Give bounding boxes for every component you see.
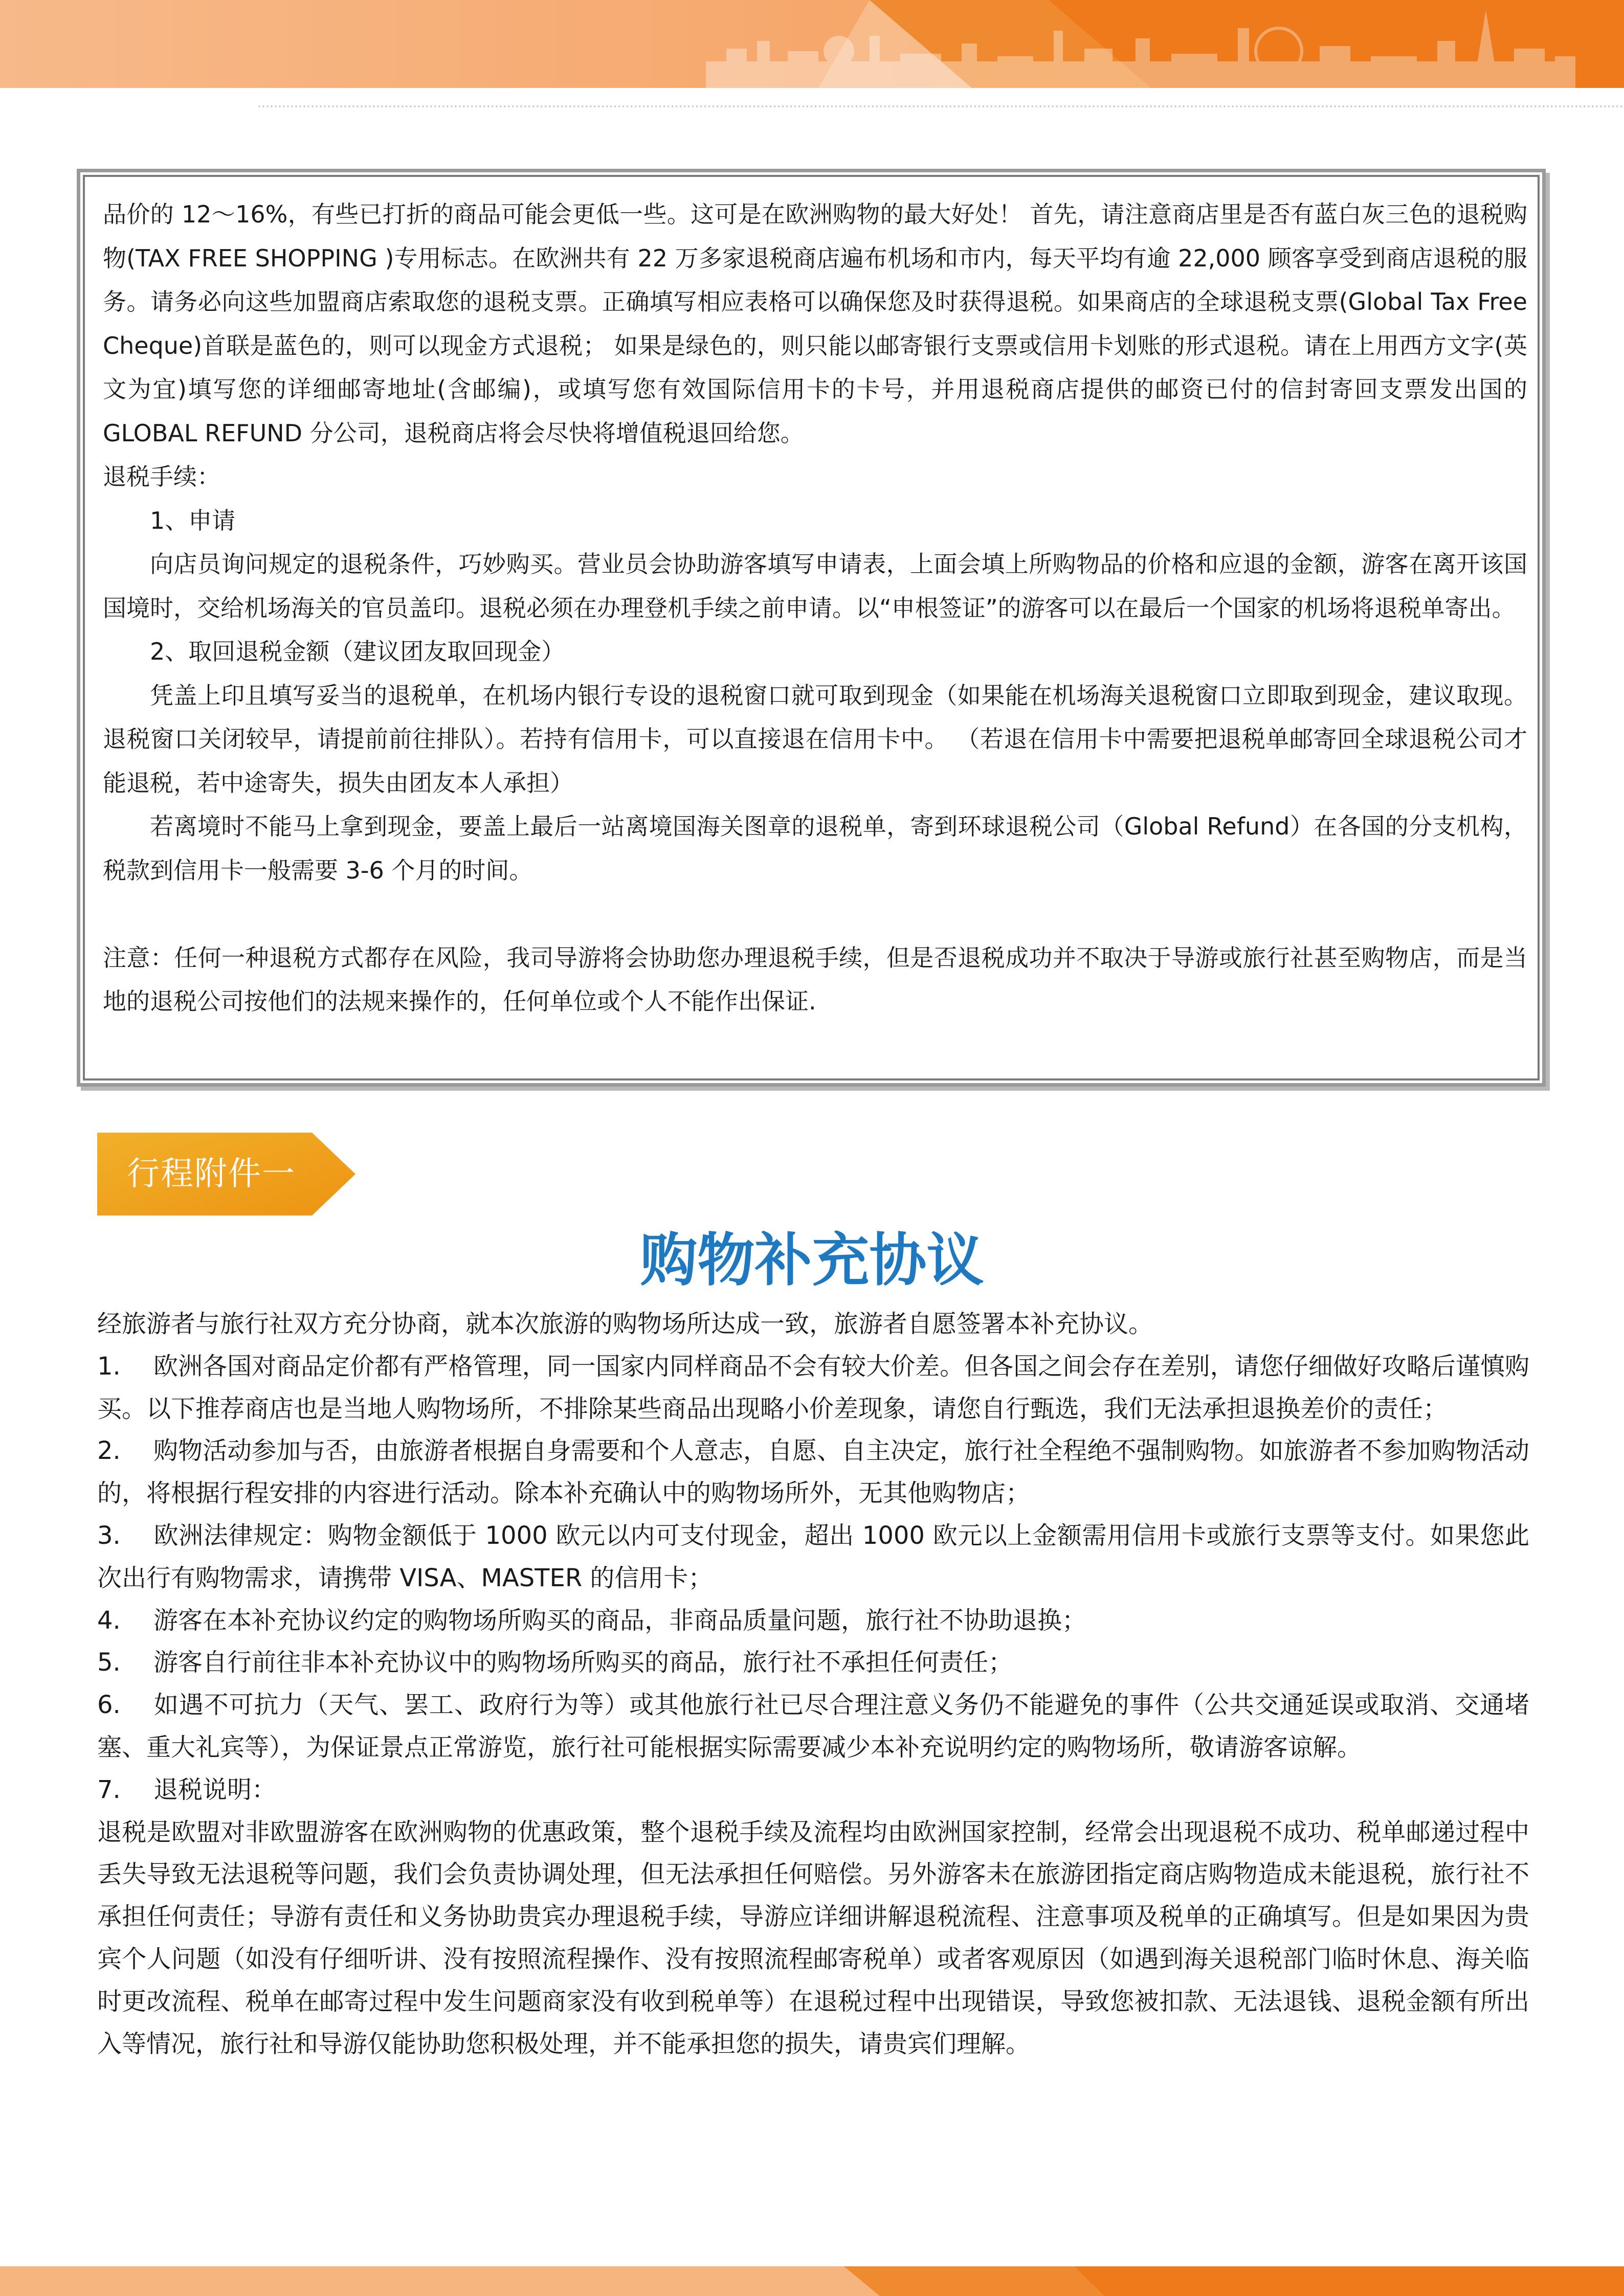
agreement-item-3: 3. 欧洲法律规定：购物金额低于 1000 欧元以内可支付现金，超出 1000 欧元以上金额需用信用卡或旅行支票等支付。如果您此次出行有购物需求，请携带 VISA、MASTER 的信用卡； (97, 1521, 1529, 1592)
agreement-item-2: 2. 购物活动参加与否，由旅游者根据自身需要和个人意志，自愿、自主决定，旅行社全程绝不强制购物。如旅游者不参加购物活动的，将根据行程安排的内容进行活动。除本补充确认中的购物场所外，无其他购物店； (97, 1436, 1529, 1508)
tax-refund-content (103, 193, 1527, 1024)
spacer (103, 892, 1527, 936)
footer-stripe (0, 2266, 1624, 2296)
agreement-tax-explanation: 退税是欧盟对非欧盟游客在欧洲购物的优惠政策，整个退税手续及流程均由欧洲国家控制，经常会出现退税不成功、税单邮递过程中丢失导致无法退税等问题，我们会负责协调处理，但无法承担任何赔偿。另外游客未在旅游团指定商店购物造成未能退税，旅行社不承担任何责任；导游有责任和义务协助贵宾办理退税手续，导游应详细讲解退税流程、注意事项及税单的正确填写。但是如果因为贵宾个人问题（如没有仔细听讲、没有按照流程操作、没有按照流程邮寄税单）或者客观原因（如遇到海关退税部门临时休息、海关临时更改流程、税单在邮寄过程中发生问题商家没有收到税单等）在退税过程中出现错误，导致您被扣款、无法退钱、退税金额有所出入等情况，旅行社和导游仅能协助您积极处理，并不能承担您的损失，请贵宾们理解。 (97, 1817, 1529, 2058)
step1-heading: 1、申请 (150, 506, 236, 534)
agreement-item-1: 1. 欧洲各国对商品定价都有严格管理，同一国家内同样商品不会有较大价差。但各国之间会存在差别，请您仔细做好攻略后谨慎购买。以下推荐商店也是当地人购物场所，不排除某些商品出现略小价差现象，请您自行甄选，我们无法承担退换差价的责任； (97, 1352, 1529, 1423)
agreement-intro: 经旅游者与旅行社双方充分协商，就本次旅游的购物场所达成一致，旅游者自愿签署本补充协议。 (97, 1310, 1153, 1338)
header-divider (258, 105, 1624, 107)
skyline-banner-decoration (0, 0, 1624, 88)
step2-heading: 2、取回退税金额（建议团友取回现金） (150, 638, 565, 665)
agreement-body (97, 1303, 1529, 2065)
tax-note: 注意：任何一种退税方式都存在风险，我司导游将会协助您办理退税手续，但是否退税成功并不取决于导游或旅行社甚至购物店，而是当地的退税公司按他们的法规来操作的，任何单位或个人不能作出保证. (103, 943, 1527, 1015)
section-tag (97, 1133, 355, 1215)
header-banner (0, 0, 1624, 88)
agreement-item-5: 5. 游客自行前往非本补充协议中的购物场所购买的商品，旅行社不承担任何责任； (97, 1648, 1013, 1677)
document-title: 购物补充协议 (640, 1227, 984, 1294)
step1-text: 向店员询问规定的退税条件，巧妙购买。营业员会协助游客填写申请表，上面会填上所购物品的价格和应退的金额，游客在离开该国国境时，交给机场海关的官员盖印。退税必须在办理登机手续之前申请。以“申根签证”的游客可以在最后一个国家的机场将退税单寄出。 (103, 550, 1527, 622)
tag-label: 行程附件一 (127, 1155, 296, 1193)
agreement-item-7: 7. 退税说明： (97, 1775, 277, 1804)
step2-text: 凭盖上印且填写妥当的退税单，在机场内银行专设的退税窗口就可取到现金（如果能在机场海关退税窗口立即取到现金，建议取现。退税窗口关闭较早，请提前前往排队）。若持有信用卡，可以直接退在信用卡中。 （若退在信用卡中需要把退税单邮寄回全球退税公司才能退税，若中途寄失，损失由团友本人承担） (103, 681, 1527, 797)
agreement-item-6: 6. 如遇不可抗力（天气、罢工、政府行为等）或其他旅行社已尽合理注意义务仍不能避免的事件（公共交通延误或取消、交通堵塞、重大礼宾等），为保证景点正常游览，旅行社可能根据实际需要减少本补充说明约定的购物场所，敬请游客谅解。 (97, 1691, 1529, 1762)
tax-intro-paragraph: 品价的 12～16%，有些已打折的商品可能会更低一些。这可是在欧洲购物的最大好处！ 首先，请注意商店里是否有蓝白灰三色的退税购物(TAX FREE SHOPPING )专用标志。在欧洲共有 22 万多家退税商店遍布机场和市内，每天平均有逾 22,000 顾客享受到商店退税的服务。请务必向这些加盟商店索取您的退税支票。正确填写相应表格可以确保您及时获得退税。如果商店的全球退税支票(Global Tax Free Cheque)首联是蓝色的，则可以现金方式退税； 如果是绿色的，则只能以邮寄银行支票或信用卡划账的形式退税。请在上用西方文字(英文为宜)填写您的详细邮寄地址(含邮编)，或填写您有效国际信用卡的卡号，并用退税商店提供的邮资已付的信封寄回支票发出国的 GLOBAL REFUND 分公司，退税商店将会尽快将增值税退回给您。 (103, 200, 1527, 447)
footer-banner (0, 2266, 1624, 2296)
tax-refund-box (77, 169, 1546, 1087)
step2-text-2: 若离境时不能马上拿到现金，要盖上最后一站离境国海关图章的退税单，寄到环球退税公司（Global Refund）在各国的分支机构，税款到信用卡一般需要 3-6 个月的时间。 (103, 813, 1527, 884)
procedure-label: 退税手续： (103, 463, 220, 490)
agreement-item-4: 4. 游客在本补充协议约定的购物场所购买的商品，非商品质量问题，旅行社不协助退换； (97, 1606, 1087, 1635)
